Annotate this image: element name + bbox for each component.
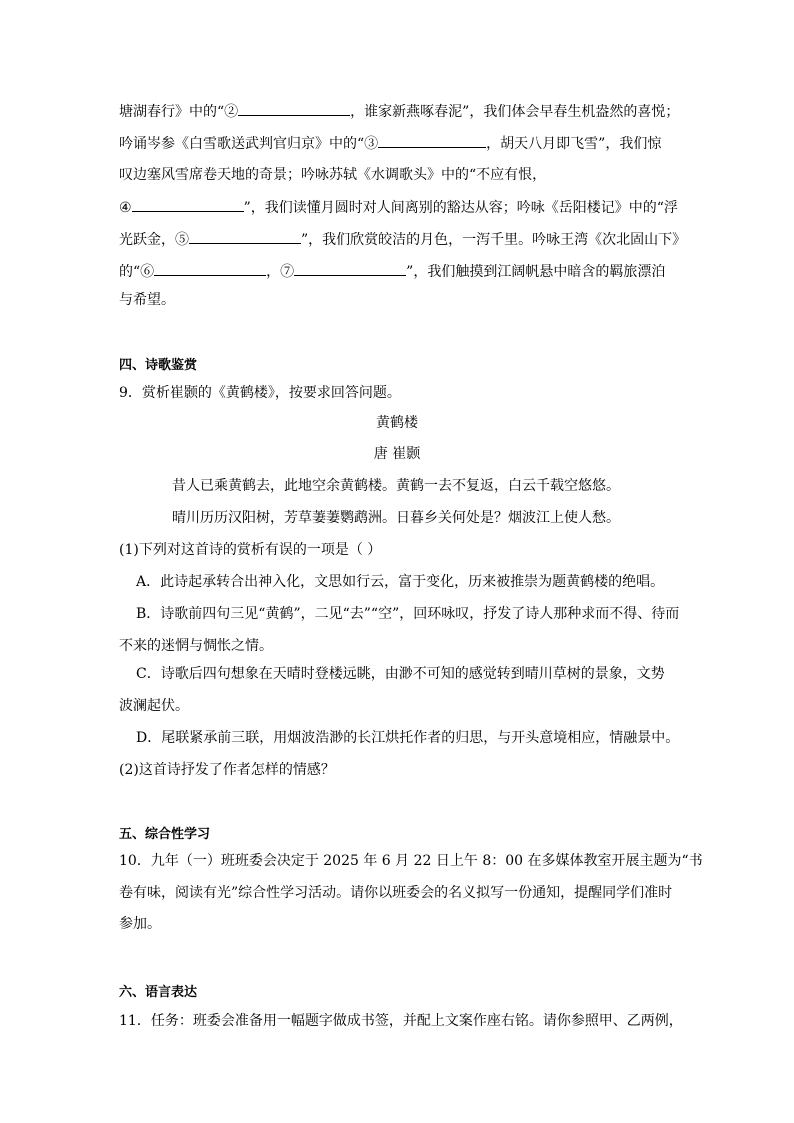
- question-9: 9．赏析崔颢的《黄鹤楼》，按要求回答问题。: [119, 385, 401, 401]
- passage-line-6: [119, 261, 665, 282]
- text-segment: 的“⑥: [119, 264, 155, 280]
- passage-line-1: [119, 101, 679, 122]
- poem-author: 唐 崔颢: [373, 446, 421, 462]
- answer-blank-5[interactable]: [189, 229, 301, 244]
- option-c[interactable]: C．诗歌后四句想象在天晴时登楼远眺，由渺不可知的感觉转到晴川草树的景象，文势: [136, 666, 665, 682]
- passage-line-4: [119, 197, 678, 218]
- section-heading-expression: 六、语言表达: [119, 985, 198, 1000]
- option-b[interactable]: B．诗歌前四句三见“黄鹤”，二见“去”“空”，回环咏叹，抒发了诗人那种求而不得、待而: [136, 606, 680, 622]
- question-10-line-2: 卷有味，阅读有光”综合性学习活动。请你以班委会的名义拟写一份通知，提醒同学们准时: [119, 885, 673, 901]
- answer-blank-3[interactable]: [378, 133, 486, 148]
- poem-line-2: 晴川历历汉阳树，芳草萋萋鹦鹉洲。日暮乡关何处是？烟波江上使人愁。: [172, 510, 620, 526]
- text-segment: ，⑦: [266, 264, 295, 280]
- passage-line-3: 叹边塞风雪席卷天地的奇景；吟咏苏轼《水调歌头》中的“不应有恨，: [119, 167, 547, 183]
- text-segment: ”，我们读懂月圆时对人间离别的豁达从容；吟咏《岳阳楼记》中的“浮: [243, 200, 678, 216]
- passage-line-5: [119, 229, 686, 250]
- text-segment: ④: [119, 200, 132, 216]
- section-heading-poetry: 四、诗歌鉴赏: [119, 358, 198, 373]
- text-segment: ，胡天八月即飞雪”，我们惊: [486, 136, 662, 152]
- answer-blank-4[interactable]: [132, 197, 244, 212]
- question-11: 11．任务：班委会准备用一幅题字做成书签，并配上文案作座右铭。请你参照甲、乙两例，: [119, 1013, 683, 1029]
- question-10-line-1: 10．九年（一）班班委会决定于 2025 年 6 月 22 日上午 8：00 在多媒体教室开展主题为“书: [119, 853, 703, 869]
- answer-blank-2[interactable]: [238, 101, 350, 116]
- answer-blank-6[interactable]: [154, 261, 266, 276]
- poem-title: 黄鹤楼: [376, 415, 418, 431]
- text-segment: ”，我们欣赏皎洁的月色，一泻千里。吟咏王湾《次北固山下》: [301, 232, 687, 248]
- option-d[interactable]: D．尾联紧承前三联，用烟波浩渺的长江烘托作者的归思，与开头意境相应，情融景中。: [136, 730, 680, 746]
- passage-line-2: [119, 133, 661, 154]
- question-10-line-3: 参加。: [119, 916, 161, 932]
- option-c-continued: 波澜起伏。: [119, 698, 189, 714]
- option-a[interactable]: A．此诗起承转合出神入化，文思如行云，富于变化，历来被推崇为题黄鹤楼的绝唱。: [136, 574, 665, 590]
- option-b-continued: 不来的迷惘与惆怅之情。: [119, 638, 273, 654]
- text-segment: ”，我们触摸到江阔帆悬中暗含的羁旅漂泊: [406, 264, 666, 280]
- text-segment: 吟诵岑参《白雪歌送武判官归京》中的“③: [119, 136, 379, 152]
- poem-line-1: 昔人已乘黄鹤去，此地空余黄鹤楼。黄鹤一去不复返，白云千载空悠悠。: [172, 478, 620, 494]
- answer-blank-7[interactable]: [294, 261, 406, 276]
- text-segment: 光跃金，⑤: [119, 232, 189, 248]
- section-heading-integrated: 五、综合性学习: [119, 827, 211, 842]
- passage-line-7: 与希望。: [119, 292, 175, 308]
- text-segment: ，谁家新燕啄春泥”，我们体会早春生机盎然的喜悦；: [350, 104, 680, 120]
- text-segment: 塘湖春行》中的“②: [119, 104, 239, 120]
- sub-question-2: (2)这首诗抒发了作者怎样的情感？: [119, 762, 335, 778]
- sub-question-1: (1)下列对这首诗的赏析有误的一项是（ ）: [119, 542, 382, 558]
